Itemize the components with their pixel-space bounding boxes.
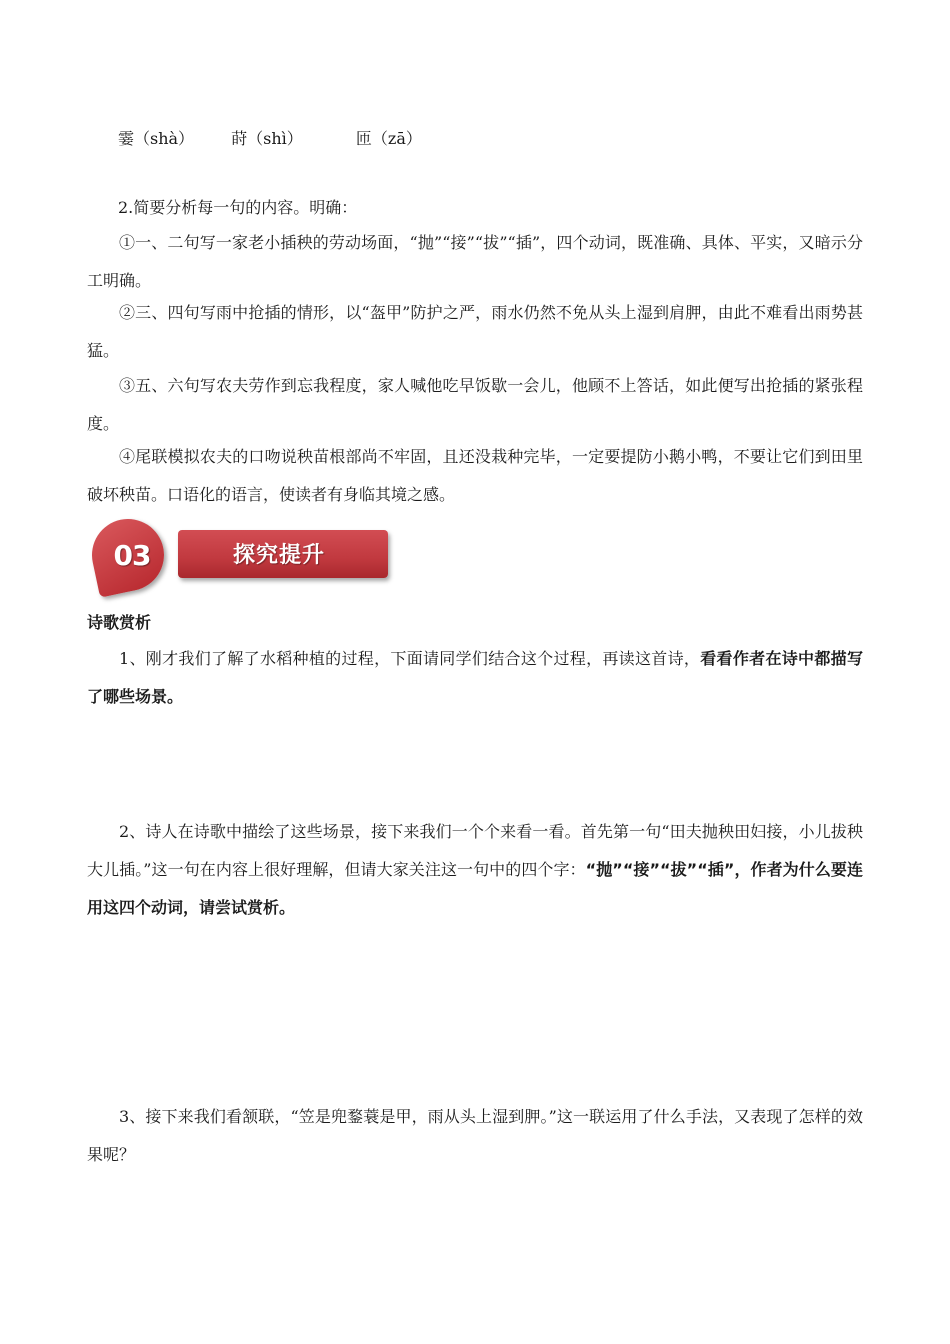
section-number: 03	[113, 539, 151, 572]
question-2-emphasis: “抛”“接”“拔”“插”，作者为什么要连用这四个动词，请尝试赏析。	[87, 860, 863, 917]
pinyin-item: 莳（shì）	[231, 129, 303, 148]
question-3: 3、接下来我们看颔联，“笠是兜鍪蓑是甲，雨从头上湿到胛。”这一联运用了什么手法，又表现了怎样的效果呢？	[87, 1107, 863, 1164]
pinyin-item: 匝（zā）	[355, 129, 422, 148]
analysis-point-4: ④尾联模拟农夫的口吻说秧苗根部尚不牢固，且还没栽种完毕，一定要提防小鹅小鸭，不要让它们到田里破坏秧苗。口语化的语言，使读者有身临其境之感。	[87, 447, 863, 504]
question-2	[87, 813, 863, 927]
pinyin-row	[118, 129, 422, 149]
analysis-point-1: ①一、二句写一家老小插秧的劳动场面，“抛”“接”“拔”“插”，四个动词，既准确、具体、平实，又暗示分工明确。	[87, 233, 863, 290]
section-title-ribbon	[178, 530, 388, 578]
section-banner	[90, 517, 395, 597]
question-1	[87, 640, 863, 716]
section-title: 探究提升	[233, 543, 326, 568]
question-1-text: 1、刚才我们了解了水稻种植的过程，下面请同学们结合这个过程，再读这首诗，	[119, 649, 701, 668]
poetry-appreciation-heading: 诗歌赏析	[87, 613, 152, 632]
analysis-point-3: ③五、六句写农夫劳作到忘我程度，家人喊他吃早饭歇一会儿，他顾不上答话，如此便写出抢插的紧张程度。	[87, 376, 863, 433]
question-1-emphasis: 看看作者在诗中都描写了哪些场景。	[87, 649, 863, 706]
question-2-text: 2、诗人在诗歌中描绘了这些场景，接下来我们一个个来看一看。首先第一句“田夫抛秧田妇接，小儿拔秧大儿插。”这一句在内容上很好理解，但请大家关注这一句中的四个字：	[87, 822, 863, 879]
analysis-point-2: ②三、四句写雨中抢插的情形，以“盔甲”防护之严，雨水仍然不免从头上湿到肩胛，由此不难看出雨势甚猛。	[87, 303, 863, 360]
analysis-heading: 2.简要分析每一句的内容。明确：	[118, 198, 358, 217]
pinyin-item: 霎（shà）	[118, 129, 195, 148]
